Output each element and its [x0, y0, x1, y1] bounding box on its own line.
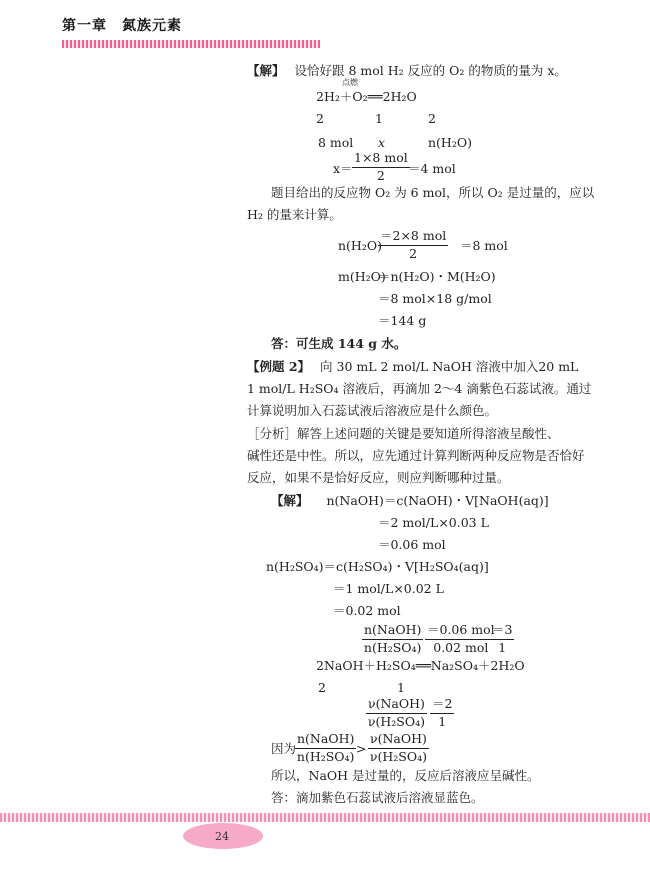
coefficient: 2 [318, 680, 326, 695]
paragraph-line: 题目给出的反应物 O₂ 为 6 mol，所以 O₂ 是过量的，应以 [271, 185, 595, 200]
analysis-line: ［分析］解答上述问题的关键是要知道所得溶液呈酸性、 [247, 426, 560, 441]
numerator: n(NaOH) [362, 624, 423, 640]
amount: 8 mol [318, 135, 354, 150]
numerator: ν(NaOH) [368, 733, 429, 749]
fraction [490, 624, 514, 654]
denominator: 0.02 mol [433, 639, 489, 655]
coefficient: 2 [428, 111, 436, 126]
because-label: 因为 [271, 741, 297, 756]
answer: 答：滴加紫色石蕊试液后溶液显蓝色。 [271, 790, 484, 805]
equation-step: ＝0.02 mol [333, 603, 401, 618]
numerator: n(NaOH) [295, 733, 356, 749]
numerator: ＝2 [430, 698, 454, 714]
denominator: 1 [438, 713, 447, 729]
coefficient: 1 [397, 680, 405, 695]
reaction-condition: 点燃 [342, 78, 358, 87]
numerator: ＝0.06 mol [425, 624, 497, 640]
fraction [352, 152, 410, 182]
denominator: 2 [409, 245, 418, 261]
equation-line: n(NaOH)＝c(NaOH)・V[NaOH(aq)] [326, 493, 549, 508]
answer: 答：可生成 144 g 水。 [271, 336, 407, 351]
numerator: ＝3 [490, 624, 514, 640]
equation-line: n(H₂SO₄)＝c(H₂SO₄)・V[H₂SO₄(aq)] [266, 559, 489, 574]
denominator: n(H₂SO₄) [296, 748, 355, 764]
example-label: 【例题 2】 [247, 359, 311, 374]
question-line: 1 mol/L H₂SO₄ 溶液后，再滴加 2～4 滴紫色石蕊试液。通过 [247, 381, 592, 396]
denominator: ν(H₂SO₄) [369, 748, 427, 764]
equation-lhs: m(H₂O) [338, 269, 386, 284]
denominator: ν(H₂SO₄) [367, 713, 425, 729]
solution-label: 【解】 [247, 63, 285, 78]
fraction [362, 624, 423, 654]
numerator: ＝2×8 mol [378, 230, 448, 246]
analysis-line: 反应，如果不是恰好反应，则应判断哪种过量。 [247, 470, 510, 485]
equation-step: ＝0.06 mol [378, 537, 446, 552]
question-line: 计算说明加入石蕊试液后溶液应是什么颜色。 [247, 403, 498, 418]
coefficient: 1 [375, 111, 383, 126]
comparison-operator: > [356, 741, 367, 756]
page-number: 24 [215, 830, 229, 843]
chapter-title: 第一章 氮族元素 [62, 18, 182, 34]
fraction [366, 698, 427, 728]
fraction [368, 733, 429, 763]
equation-rhs: ＝4 mol [408, 161, 456, 176]
equation-step: ＝2 mol/L×0.03 L [378, 515, 489, 530]
equation-step: ＝8 mol×18 g/mol [378, 291, 492, 306]
amount: n(H₂O) [428, 135, 472, 150]
numerator: 1×8 mol [352, 152, 410, 168]
conclusion: 所以，NaOH 是过量的，反应后溶液应呈碱性。 [271, 768, 540, 783]
reaction-equation: 2NaOH＋H₂SO₄══Na₂SO₄＋2H₂O [316, 658, 525, 673]
reaction-equation: 2H₂＋O₂══2H₂O [316, 89, 417, 104]
equation-lhs: x＝ [333, 161, 353, 176]
equation-step: ＝1 mol/L×0.02 L [333, 581, 444, 596]
equation-lhs: n(H₂O) [338, 238, 382, 253]
equation-rhs: ＝8 mol [460, 238, 508, 253]
footer-stripe [0, 813, 650, 822]
amount: x [378, 135, 386, 150]
solution-intro: 设恰好跟 8 mol H₂ 反应的 O₂ 的物质的量为 x。 [294, 63, 567, 78]
coefficient: 2 [316, 111, 324, 126]
solution-label: 【解】 [271, 493, 309, 508]
fraction [378, 230, 448, 260]
fraction [430, 698, 454, 728]
equation-step: ＝144 g [378, 313, 427, 328]
header-stripe [62, 40, 320, 48]
question-line: 向 30 mL 2 mol/L NaOH 溶液中加入20 mL [320, 359, 579, 374]
paragraph-line: H₂ 的量来计算。 [247, 207, 342, 222]
numerator: ν(NaOH) [366, 698, 427, 714]
denominator: 2 [376, 167, 385, 183]
analysis-line: 碱性还是中性。所以，应先通过计算判断两种反应物是否恰好 [247, 448, 585, 463]
fraction [425, 624, 497, 654]
fraction [295, 733, 356, 763]
equation-step: ＝n(H₂O)・M(H₂O) [378, 269, 496, 284]
denominator: n(H₂SO₄) [363, 639, 422, 655]
denominator: 1 [498, 639, 507, 655]
